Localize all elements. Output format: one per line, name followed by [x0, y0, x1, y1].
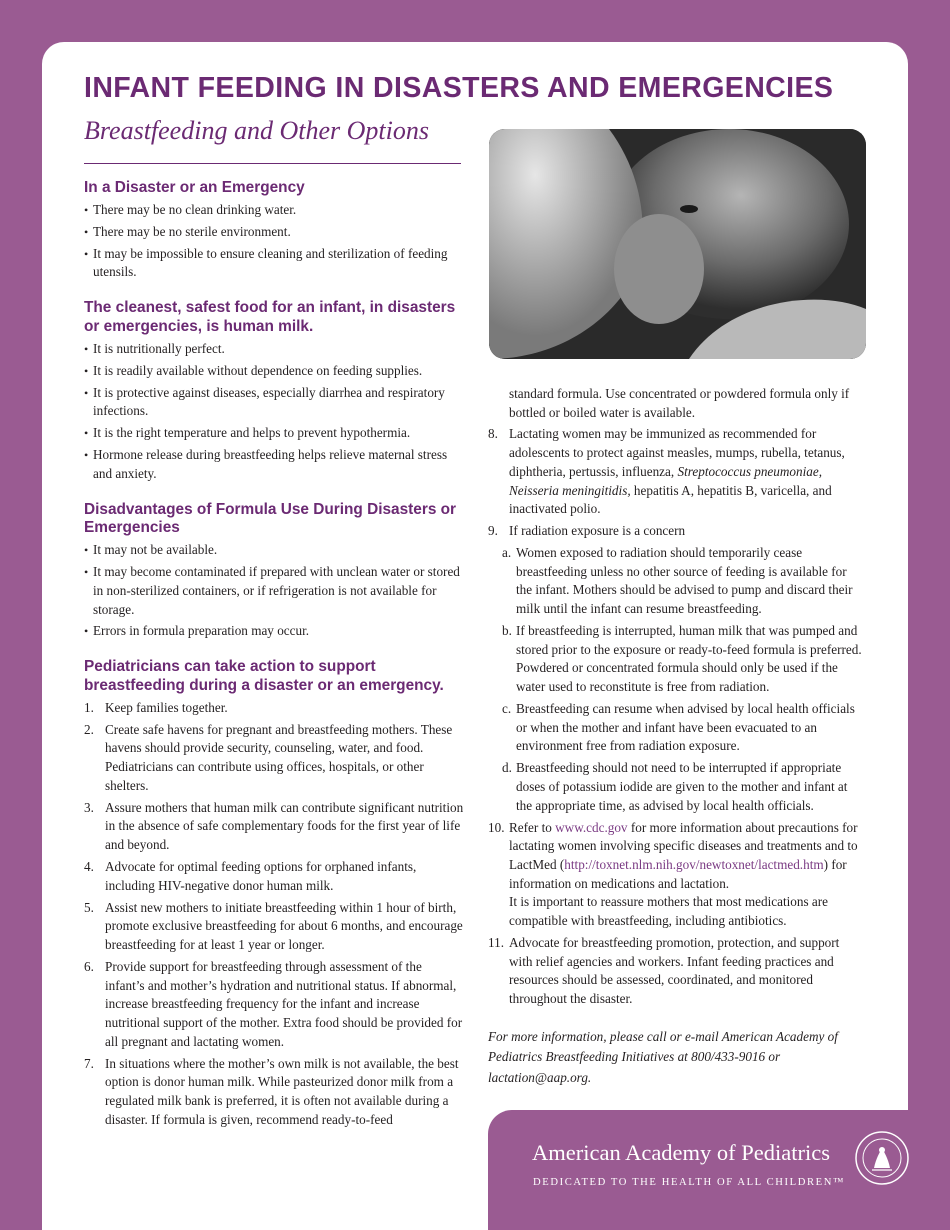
numbered-item: 1. Keep families together.	[84, 699, 228, 715]
list-item: • It is readily available without dependence on feeding supplies.	[84, 362, 464, 381]
list-item: • It is the right temperature and helps to prevent hypothermia.	[84, 424, 464, 443]
org-name: American Academy of Pediatrics	[532, 1140, 831, 1165]
right-column	[488, 385, 866, 1088]
numbered-item-11: 11. Advocate for breastfeeding promotion, protection, and support with relief agencies and workers. Infant feeding practices and resources should be assessed, coordinated, and monitored throughout the disaster.	[488, 935, 840, 1007]
numbered-item-8: 8. Lactating women may be immunized as recommended for adolescents to protect against measles, mumps, rubella, tetanus, diphtheria, pertussis, influenza, Streptococcus pneumoniae, Neisseria meningitidis, hepatitis A, hepatitis B, varicella, and inactivated polio.	[488, 426, 845, 517]
list-item: • There may be no sterile environment.	[84, 223, 464, 242]
list-item: • It may become contaminated if prepared with unclean water or stored in non-sterilized containers, or if refrigeration is not available for storage.	[84, 563, 464, 619]
numbered-item: 5. Assist new mothers to initiate breastfeeding within 1 hour of birth, promote exclusive breastfeeding for about 6 months, and encourage breastfeeding for at least 1 year or longer.	[84, 899, 463, 953]
footer-banner	[488, 1110, 908, 1230]
cdc-link[interactable]: www.cdc.gov	[555, 819, 628, 835]
sub-item: b. If breastfeeding is interrupted, human milk that was pumped and stored prior to the exposure or ready-to-feed formula is preferred. Powdered or concentrated formula should only be used if the water used to reconstitute is free from radiation.	[502, 623, 862, 695]
breastfeeding-photo-image	[489, 129, 866, 359]
page-title: INFANT FEEDING IN DISASTERS AND EMERGENCIES	[84, 72, 834, 104]
list-item: • It is nutritionally perfect.	[84, 340, 464, 359]
page-subtitle: Breastfeeding and Other Options	[84, 116, 429, 145]
section-heading: Disadvantages of Formula Use During Disasters or Emergencies	[84, 500, 457, 537]
numbered-item: 4. Advocate for optimal feeding options for orphaned infants, including HIV-negative donor human milk.	[84, 859, 417, 893]
section-heading: Pediatricians can take action to support breastfeeding during a disaster or an emergency.	[84, 658, 444, 695]
left-column	[84, 179, 464, 1133]
page-sheet	[42, 42, 908, 1230]
list-item: • It is protective against diseases, especially diarrhea and respiratory infections.	[84, 384, 464, 421]
mother-infant-photo	[489, 129, 866, 359]
list-item: • There may be no clean drinking water.	[84, 201, 464, 220]
numbered-item-10: 10. Refer to www.cdc.gov for more information about precautions for lactating women involving specific diseases and treatments and to LactMed (http://toxnet.nlm.nih.gov/newtoxnet/lactmed.htm) for information on medications and lactation. It is important to reassure mothers that most medications are compatible with breastfeeding, including antibiotics.	[488, 819, 858, 929]
section-formula-disadvantages	[84, 501, 464, 641]
section-heading: In a Disaster or an Emergency	[84, 179, 305, 196]
list-item: • Errors in formula preparation may occur.	[84, 622, 464, 641]
numbered-item-9: 9. If radiation exposure is a concern	[488, 523, 686, 539]
list-item: • Hormone release during breastfeeding helps relieve maternal stress and anxiety.	[84, 446, 464, 483]
contact-info: For more information, please call or e-mail American Academy of Pediatrics Breastfeeding Initiatives at 800/433-9016 or lactation@aap.org.	[488, 1028, 838, 1085]
section-human-milk	[84, 299, 464, 483]
sub-item: d. Breastfeeding should not need to be interrupted if appropriate doses of potassium iodide are given to the mother and infant at the appropriate time, as advised by local health officials.	[502, 760, 848, 813]
item-7-continued: standard formula. Use concentrated or powdered formula only if bottled or boiled water is available.	[509, 386, 850, 420]
section-pediatrician-actions	[84, 658, 464, 1129]
numbered-item: 7. In situations where the mother’s own milk is not available, the best option is donor human milk. While pasteurized donor milk from a regulated milk bank is preferred, it is often not available during a disaster. If formula is given, recommend ready-to-feed	[84, 1055, 459, 1127]
section-disaster	[84, 179, 464, 282]
numbered-item: 6. Provide support for breastfeeding through assessment of the infant’s and mother’s hydration and nutritional status. If abnormal, increase breastfeeding frequency for the infant and increase nutritional support of the mother. Extra food should be provided for all pregnant and lactating women.	[84, 958, 463, 1049]
radiation-sublist	[488, 544, 866, 815]
org-tagline: DEDICATED TO THE HEALTH OF ALL CHILDREN™	[533, 1177, 845, 1188]
sub-item: c. Breastfeeding can resume when advised by local health officials or when the mother and infant have been evacuated to an environment free from radiation exposure.	[502, 701, 855, 754]
numbered-item: 3. Assure mothers that human milk can contribute significant nutrition in the absence of safe complementary foods for the first year of life and beyond.	[84, 799, 464, 853]
list-item: • It may not be available.	[84, 541, 464, 560]
section-heading: The cleanest, safest food for an infant, in disasters or emergencies, is human milk.	[84, 299, 456, 335]
list-item: • It may be impossible to ensure cleaning and sterilization of feeding utensils.	[84, 245, 464, 282]
lactmed-link[interactable]: http://toxnet.nlm.nih.gov/newtoxnet/lactmed.htm	[564, 857, 824, 872]
title-divider	[84, 163, 461, 164]
numbered-item: 2. Create safe havens for pregnant and breastfeeding mothers. These havens should provide security, counseling, water, and food. Pediatricians can contribute using offices, hospitals, or other shelters.	[84, 721, 453, 793]
aap-seal-logo	[854, 1130, 910, 1186]
sub-item: a. Women exposed to radiation should temporarily cease breastfeeding unless no other source of feeding is available for the infant. Mothers should be advised to pump and discard their milk until the infant can resume breastfeeding.	[502, 545, 853, 617]
